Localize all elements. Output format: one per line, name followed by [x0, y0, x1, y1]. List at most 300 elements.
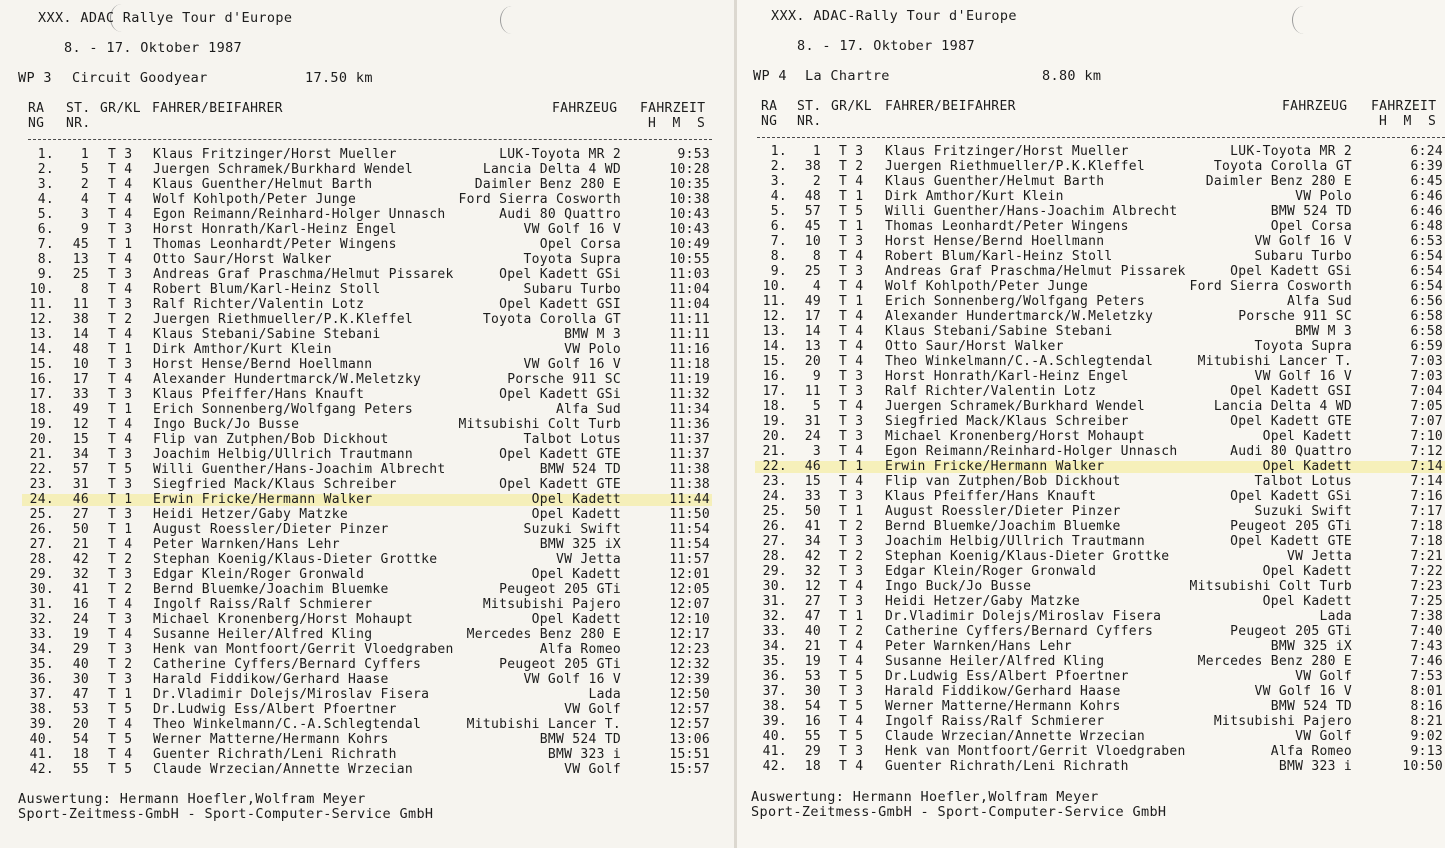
cell-car: Mitsubishi Colt Turb — [1189, 579, 1352, 594]
cell-car: Daimler Benz 280 E — [1205, 174, 1352, 189]
event-dates: 8. - 17. Oktober 1987 — [64, 40, 243, 56]
cell-time: 11:04 — [669, 297, 710, 312]
cell-time: 13:06 — [669, 732, 710, 747]
cell-rang: 12. — [762, 309, 787, 324]
cell-rang: 19. — [29, 417, 54, 432]
cell-driver: Stephan Koenig/Klaus-Dieter Grottke — [153, 552, 438, 567]
cell-rang: 13. — [29, 327, 54, 342]
col-startnr-2: NR. — [66, 116, 91, 131]
cell-rang: 6. — [37, 222, 54, 237]
cell-startnr: 49 — [804, 294, 821, 309]
cell-startnr: 55 — [804, 729, 821, 744]
cell-car: Subaru Turbo — [523, 282, 621, 297]
cell-car: Opel Kadett — [1262, 459, 1352, 474]
cell-rang: 15. — [762, 354, 787, 369]
cell-rang: 37. — [762, 684, 787, 699]
cell-rang: 42. — [29, 762, 54, 777]
cell-driver: Juergen Schramek/Burkhard Wendel — [153, 162, 414, 177]
cell-time: 7:18 — [1410, 534, 1443, 549]
cell-driver: Juergen Riethmueller/P.K.Kleffel — [153, 312, 414, 327]
cell-class: T 2 — [108, 552, 133, 567]
cell-rang: 6. — [770, 219, 787, 234]
table-row — [737, 249, 1445, 264]
cell-car: Opel Kadett GTE — [499, 447, 621, 462]
cell-class: T 2 — [839, 624, 864, 639]
table-row — [737, 264, 1445, 279]
cell-driver: Andreas Graf Praschma/Helmut Pissarek — [153, 267, 454, 282]
table-row — [737, 474, 1445, 489]
cell-driver: Dr.Vladimir Dolejs/Miroslav Fisera — [885, 609, 1162, 624]
cell-car: Mercedes Benz 280 E — [466, 627, 621, 642]
col-rang: RA — [761, 99, 778, 114]
cell-car: BMW 325 iX — [539, 537, 621, 552]
cell-startnr: 10 — [804, 234, 821, 249]
cell-startnr: 46 — [804, 459, 821, 474]
stage-number: WP 4 — [753, 68, 787, 84]
cell-rang: 31. — [29, 597, 54, 612]
cell-rang: 1. — [37, 147, 54, 162]
cell-class: T 4 — [108, 537, 133, 552]
cell-startnr: 11 — [804, 384, 821, 399]
cell-time: 8:01 — [1410, 684, 1443, 699]
table-row — [737, 729, 1445, 744]
table-row — [0, 417, 734, 432]
cell-driver: Alexander Hundertmarck/W.Meletzky — [153, 372, 422, 387]
cell-time: 6:58 — [1410, 324, 1443, 339]
cell-car: VW Polo — [1295, 189, 1352, 204]
cell-time: 9:53 — [677, 147, 710, 162]
cell-driver: Claude Wrzecian/Annette Wrzecian — [885, 729, 1146, 744]
cell-class: T 3 — [108, 567, 133, 582]
cell-time: 12:57 — [669, 717, 710, 732]
cell-class: T 4 — [839, 324, 864, 339]
col-driver: FAHRER/BEIFAHRER — [152, 101, 283, 116]
cell-class: T 2 — [108, 582, 133, 597]
table-row — [737, 294, 1445, 309]
cell-driver: Catherine Cyffers/Bernard Cyffers — [153, 657, 422, 672]
cell-time: 7:22 — [1410, 564, 1443, 579]
cell-car: Opel Kadett — [1262, 429, 1352, 444]
cell-driver: Thomas Leonhardt/Peter Wingens — [885, 219, 1129, 234]
cell-driver: Dr.Ludwig Ess/Albert Pfoertner — [153, 702, 397, 717]
cell-car: Porsche 911 SC — [507, 372, 621, 387]
table-row — [737, 759, 1445, 774]
footer-company: Sport-Zeitmess-GmbH - Sport-Computer-Service GmbH — [18, 806, 434, 822]
cell-driver: Klaus Stebani/Sabine Stebani — [153, 327, 381, 342]
cell-time: 11:37 — [669, 447, 710, 462]
cell-class: T 3 — [839, 384, 864, 399]
table-row — [737, 354, 1445, 369]
cell-startnr: 19 — [72, 627, 89, 642]
cell-driver: Michael Kronenberg/Horst Mohaupt — [885, 429, 1146, 444]
cell-startnr: 33 — [804, 489, 821, 504]
cell-car: Opel Kadett — [531, 507, 621, 522]
cell-startnr: 1 — [812, 144, 821, 159]
cell-class: T 1 — [839, 459, 864, 474]
cell-rang: 25. — [762, 504, 787, 519]
cell-time: 6:46 — [1410, 204, 1443, 219]
cell-startnr: 15 — [72, 432, 89, 447]
table-row — [0, 327, 734, 342]
table-row — [0, 717, 734, 732]
cell-driver: Werner Matterne/Hermann Kohrs — [885, 699, 1121, 714]
cell-class: T 3 — [108, 672, 133, 687]
col-rang-2: NG — [761, 114, 778, 129]
col-time: FAHRZEIT — [640, 101, 706, 116]
cell-time: 10:43 — [669, 207, 710, 222]
cell-driver: Wolf Kohlpoth/Peter Junge — [153, 192, 357, 207]
cell-time: 12:39 — [669, 672, 710, 687]
cell-class: T 5 — [839, 729, 864, 744]
cell-car: Opel Corsa — [539, 237, 621, 252]
cell-driver: Erich Sonnenberg/Wolfgang Peters — [153, 402, 414, 417]
table-row — [0, 567, 734, 582]
table-row — [0, 222, 734, 237]
cell-car: BMW 524 TD — [539, 462, 621, 477]
cell-car: Lancia Delta 4 WD — [1213, 399, 1352, 414]
cell-driver: Edgar Klein/Roger Gronwald — [153, 567, 365, 582]
cell-car: Toyota Corolla GT — [1213, 159, 1352, 174]
cell-startnr: 25 — [72, 267, 89, 282]
cell-startnr: 17 — [804, 309, 821, 324]
cell-driver: Ingo Buck/Jo Busse — [153, 417, 300, 432]
cell-startnr: 54 — [804, 699, 821, 714]
cell-time: 7:43 — [1410, 639, 1443, 654]
cell-class: T 3 — [839, 369, 864, 384]
table-row — [737, 279, 1445, 294]
cell-driver: Willi Guenther/Hans-Joachim Albrecht — [885, 204, 1178, 219]
cell-startnr: 13 — [72, 252, 89, 267]
cell-driver: Otto Saur/Horst Walker — [885, 339, 1064, 354]
cell-driver: Heidi Hetzer/Gaby Matzke — [885, 594, 1081, 609]
cell-rang: 35. — [762, 654, 787, 669]
cell-time: 11:03 — [669, 267, 710, 282]
cell-class: T 2 — [839, 519, 864, 534]
cell-rang: 7. — [770, 234, 787, 249]
cell-class: T 1 — [108, 687, 133, 702]
cell-time: 11:18 — [669, 357, 710, 372]
cell-car: VW Golf 16 V — [1254, 684, 1352, 699]
cell-class: T 4 — [108, 417, 133, 432]
cell-driver: Ralf Richter/Valentin Lotz — [885, 384, 1097, 399]
cell-class: T 5 — [108, 762, 133, 777]
cell-rang: 19. — [762, 414, 787, 429]
cell-car: Opel Kadett — [1262, 594, 1352, 609]
cell-class: T 4 — [839, 444, 864, 459]
cell-rang: 33. — [762, 624, 787, 639]
cell-rang: 8. — [770, 249, 787, 264]
cell-startnr: 19 — [804, 654, 821, 669]
cell-driver: Klaus Guenther/Helmut Barth — [153, 177, 373, 192]
cell-driver: Siegfried Mack/Klaus Schreiber — [885, 414, 1129, 429]
stage-distance: 17.50 km — [305, 70, 373, 86]
cell-class: T 4 — [839, 354, 864, 369]
cell-class: T 4 — [108, 597, 133, 612]
cell-car: Lada — [1319, 609, 1352, 624]
cell-class: T 3 — [108, 357, 133, 372]
cell-rang: 28. — [762, 549, 787, 564]
cell-time: 11:54 — [669, 522, 710, 537]
cell-time: 11:11 — [669, 312, 710, 327]
cell-startnr: 14 — [804, 324, 821, 339]
table-row — [737, 189, 1445, 204]
cell-class: T 1 — [839, 189, 864, 204]
cell-car: Opel Kadett GTE — [499, 477, 621, 492]
cell-driver: Dr.Ludwig Ess/Albert Pfoertner — [885, 669, 1129, 684]
cell-time: 10:43 — [669, 222, 710, 237]
table-row — [737, 684, 1445, 699]
cell-rang: 32. — [762, 609, 787, 624]
cell-rang: 10. — [762, 279, 787, 294]
cell-driver: Ingo Buck/Jo Busse — [885, 579, 1032, 594]
table-row — [0, 147, 734, 162]
table-row — [737, 654, 1445, 669]
cell-driver: Edgar Klein/Roger Gronwald — [885, 564, 1097, 579]
cell-startnr: 57 — [804, 204, 821, 219]
cell-startnr: 27 — [804, 594, 821, 609]
cell-car: BMW 323 i — [547, 747, 621, 762]
table-row — [0, 462, 734, 477]
cell-startnr: 24 — [804, 429, 821, 444]
cell-class: T 5 — [839, 699, 864, 714]
cell-time: 11:16 — [669, 342, 710, 357]
cell-startnr: 2 — [80, 177, 89, 192]
cell-class: T 4 — [108, 627, 133, 642]
cell-car: VW Jetta — [555, 552, 621, 567]
cell-rang: 41. — [762, 744, 787, 759]
cell-class: T 3 — [839, 429, 864, 444]
table-row — [0, 627, 734, 642]
table-row — [737, 174, 1445, 189]
cell-rang: 9. — [770, 264, 787, 279]
cell-car: Mitubishi Lancer T. — [466, 717, 621, 732]
cell-driver: Erich Sonnenberg/Wolfgang Peters — [885, 294, 1146, 309]
cell-startnr: 20 — [72, 717, 89, 732]
cell-rang: 40. — [29, 732, 54, 747]
cell-car: Peugeot 205 GTi — [1230, 519, 1352, 534]
cell-startnr: 18 — [72, 747, 89, 762]
cell-rang: 27. — [29, 537, 54, 552]
cell-rang: 23. — [762, 474, 787, 489]
cell-rang: 25. — [29, 507, 54, 522]
cell-car: Toyota Corolla GT — [482, 312, 621, 327]
cell-class: T 4 — [839, 639, 864, 654]
table-row — [737, 384, 1445, 399]
cell-rang: 24. — [29, 492, 54, 507]
cell-driver: Horst Honrath/Karl-Heinz Engel — [153, 222, 397, 237]
cell-startnr: 38 — [804, 159, 821, 174]
cell-startnr: 30 — [72, 672, 89, 687]
cell-startnr: 42 — [72, 552, 89, 567]
cell-time: 7:25 — [1410, 594, 1443, 609]
cell-time: 11:36 — [669, 417, 710, 432]
table-row — [0, 702, 734, 717]
cell-class: T 5 — [108, 702, 133, 717]
cell-car: VW Golf — [564, 702, 621, 717]
cell-driver: Siegfried Mack/Klaus Schreiber — [153, 477, 397, 492]
table-row — [737, 564, 1445, 579]
table-row — [0, 687, 734, 702]
cell-startnr: 2 — [812, 174, 821, 189]
cell-class: T 1 — [108, 237, 133, 252]
cell-rang: 32. — [29, 612, 54, 627]
results-table — [0, 147, 734, 777]
table-row — [737, 429, 1445, 444]
cell-time: 12:32 — [669, 657, 710, 672]
cell-startnr: 38 — [72, 312, 89, 327]
cell-car: Subaru Turbo — [1254, 249, 1352, 264]
cell-rang: 16. — [29, 372, 54, 387]
cell-driver: Michael Kronenberg/Horst Mohaupt — [153, 612, 414, 627]
table-row — [0, 612, 734, 627]
cell-startnr: 10 — [72, 357, 89, 372]
table-row — [0, 387, 734, 402]
cell-startnr: 41 — [72, 582, 89, 597]
cell-car: LUK-Toyota MR 2 — [499, 147, 621, 162]
cell-startnr: 31 — [804, 414, 821, 429]
cell-car: Alfa Romeo — [539, 642, 621, 657]
cell-driver: Joachim Helbig/Ullrich Trautmann — [153, 447, 414, 462]
cell-class: T 3 — [839, 534, 864, 549]
cell-class: T 3 — [839, 414, 864, 429]
table-row — [0, 402, 734, 417]
cell-rang: 31. — [762, 594, 787, 609]
cell-time: 7:17 — [1410, 504, 1443, 519]
cell-driver: Flip van Zutphen/Bob Dickhout — [885, 474, 1121, 489]
cell-time: 11:34 — [669, 402, 710, 417]
cell-driver: Theo Winkelmann/C.-A.Schlegtendal — [153, 717, 422, 732]
table-row — [0, 642, 734, 657]
cell-time: 8:16 — [1410, 699, 1443, 714]
cell-driver: August Roessler/Dieter Pinzer — [153, 522, 389, 537]
cell-rang: 2. — [37, 162, 54, 177]
cell-time: 9:02 — [1410, 729, 1443, 744]
cell-rang: 1. — [770, 144, 787, 159]
cell-driver: Heidi Hetzer/Gaby Matzke — [153, 507, 349, 522]
cell-class: T 1 — [839, 609, 864, 624]
cell-class: T 4 — [108, 432, 133, 447]
cell-car: Mitsubishi Colt Turb — [458, 417, 621, 432]
cell-startnr: 32 — [804, 564, 821, 579]
cell-car: Mercedes Benz 280 E — [1197, 654, 1352, 669]
table-row — [737, 324, 1445, 339]
cell-class: T 4 — [839, 249, 864, 264]
cell-startnr: 14 — [72, 327, 89, 342]
cell-car: Opel Kadett — [531, 612, 621, 627]
cell-rang: 36. — [29, 672, 54, 687]
cell-rang: 8. — [37, 252, 54, 267]
cell-driver: Klaus Guenther/Helmut Barth — [885, 174, 1105, 189]
cell-time: 11:54 — [669, 537, 710, 552]
cell-time: 7:10 — [1410, 429, 1443, 444]
cell-startnr: 17 — [72, 372, 89, 387]
cell-rang: 23. — [29, 477, 54, 492]
cell-car: VW Golf — [564, 762, 621, 777]
table-row — [0, 597, 734, 612]
cell-class: T 4 — [108, 327, 133, 342]
cell-car: VW Golf — [1295, 729, 1352, 744]
cell-driver: Flip van Zutphen/Bob Dickhout — [153, 432, 389, 447]
cell-car: Audi 80 Quattro — [499, 207, 621, 222]
cell-time: 12:10 — [669, 612, 710, 627]
cell-time: 12:57 — [669, 702, 710, 717]
cell-car: Opel Kadett — [1262, 564, 1352, 579]
cell-driver: Robert Blum/Karl-Heinz Stoll — [885, 249, 1113, 264]
cell-time: 6:24 — [1410, 144, 1443, 159]
cell-class: T 2 — [839, 159, 864, 174]
cell-driver: Susanne Heiler/Alfred Kling — [153, 627, 373, 642]
cell-time: 11:19 — [669, 372, 710, 387]
cell-rang: 27. — [762, 534, 787, 549]
cell-car: BMW M 3 — [564, 327, 621, 342]
cell-car: Opel Kadett GTE — [1230, 414, 1352, 429]
footer-evaluation: Auswertung: Hermann Hoefler,Wolfram Meyer — [751, 789, 1099, 805]
cell-startnr: 48 — [72, 342, 89, 357]
cell-car: Toyota Supra — [523, 252, 621, 267]
cell-startnr: 3 — [812, 444, 821, 459]
cell-startnr: 40 — [804, 624, 821, 639]
cell-startnr: 20 — [804, 354, 821, 369]
table-row — [0, 252, 734, 267]
cell-rang: 34. — [29, 642, 54, 657]
col-time-hms: H M S — [648, 116, 706, 131]
cell-startnr: 21 — [804, 639, 821, 654]
cell-driver: Andreas Graf Praschma/Helmut Pissarek — [885, 264, 1186, 279]
cell-car: Opel Kadett GSi — [499, 267, 621, 282]
cell-startnr: 13 — [804, 339, 821, 354]
cell-driver: August Roessler/Dieter Pinzer — [885, 504, 1121, 519]
cell-car: Ford Sierra Cosworth — [458, 192, 621, 207]
table-row — [0, 282, 734, 297]
cell-startnr: 46 — [72, 492, 89, 507]
table-row — [0, 372, 734, 387]
col-driver: FAHRER/BEIFAHRER — [885, 99, 1016, 114]
cell-rang: 3. — [37, 177, 54, 192]
table-row — [737, 399, 1445, 414]
cell-car: Opel Kadett GTE — [1230, 534, 1352, 549]
col-startnr-2: NR. — [797, 114, 822, 129]
cell-time: 11:38 — [669, 477, 710, 492]
cell-time: 12:01 — [669, 567, 710, 582]
cell-class: T 4 — [839, 339, 864, 354]
table-row — [737, 744, 1445, 759]
cell-class: T 3 — [108, 447, 133, 462]
cell-startnr: 57 — [72, 462, 89, 477]
cell-startnr: 3 — [80, 207, 89, 222]
table-row — [737, 504, 1445, 519]
cell-class: T 4 — [839, 654, 864, 669]
cell-time: 11:44 — [669, 492, 710, 507]
cell-class: T 1 — [839, 219, 864, 234]
cell-driver: Thomas Leonhardt/Peter Wingens — [153, 237, 397, 252]
cell-driver: Peter Warnken/Hans Lehr — [153, 537, 340, 552]
table-row — [737, 369, 1445, 384]
cell-startnr: 16 — [804, 714, 821, 729]
cell-driver: Alexander Hundertmarck/W.Meletzky — [885, 309, 1154, 324]
cell-driver: Erwin Fricke/Hermann Walker — [885, 459, 1105, 474]
cell-class: T 1 — [108, 522, 133, 537]
cell-car: Opel Corsa — [1270, 219, 1352, 234]
table-row — [0, 192, 734, 207]
cell-class: T 3 — [108, 267, 133, 282]
cell-class: T 3 — [839, 489, 864, 504]
cell-class: T 3 — [108, 387, 133, 402]
cell-time: 6:46 — [1410, 189, 1443, 204]
col-car: FAHRZEUG — [552, 101, 618, 116]
table-row — [737, 699, 1445, 714]
cell-time: 12:07 — [669, 597, 710, 612]
table-row — [737, 159, 1445, 174]
